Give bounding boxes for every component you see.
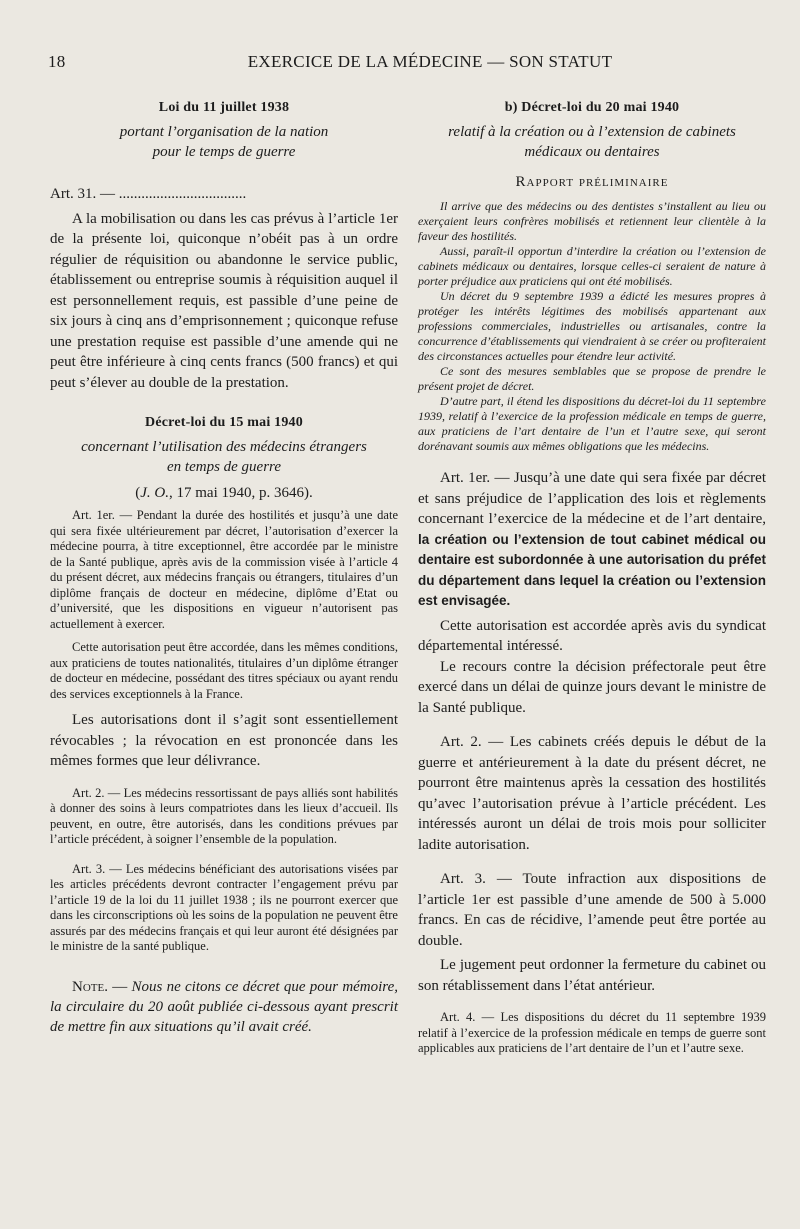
decret-15-mai-subtitle-1: concernant l’utilisation des médecins étrangers <box>81 439 367 455</box>
left-art1-text: Art. 1er. — Pendant la durée des hostilités et jusqu’à une date qui sera fixée ultérieurement par décret, l’autorisation d’exercer la médecine pourra, à titre exceptionnel, être accordée par le ministre de la Santé publique, après avis de la commission visée à l’article 4 du présent décret, aux médecins français ou étrangers, titulaires d’un diplôme français de docteur en médecine, diplôme d’Etat ou d’université, que les dispositions en vigueur n’autorisent pas actuellement à exercer. <box>50 508 398 631</box>
page-number: 18 <box>48 52 66 71</box>
rapport-para-5: D’autre part, il étend les dispositions du décret-loi du 11 septembre 1939, relatif à l’exercice de la profession médicale en temps de guerre, aux praticiens de l’art dentaire de l’un et l’autre sexe, qui seront dorénavant soumis aux mêmes obligations que les médecins. <box>418 394 766 453</box>
left-note <box>50 977 398 1037</box>
right-art1-para2: Cette autorisation est accordée après avis du syndicat départemental intéressé. <box>418 617 766 654</box>
right-art4-text: Art. 4. — Les dispositions du décret du 11 septembre 1939 relatif à l’exercice de la profession médicale en temps de guerre sont applicables aux praticiens de l’art dentaire de l’un et l’autre sexe. <box>418 1010 766 1055</box>
decret-15-mai-subtitle-2: en temps de guerre <box>167 459 281 475</box>
journal-abbrev: J. O. <box>140 485 169 501</box>
right-art3-text: Art. 3. — Toute infraction aux dispositions de l’article 1er est passible d’une amende de 500 à 5.000 francs. En cas de récidive, l’amende peut être portée au double. <box>418 871 766 949</box>
rapport-para-1: Il arrive que des médecins ou des dentistes s’installent au lieu ou exerçaient leurs confrères mobilisés et retiennent leur clientèle à la faveur des hostilités. <box>418 199 766 243</box>
right-column <box>418 100 766 1057</box>
art31-label: Art. 31. — .................................. <box>50 186 247 202</box>
decret-20-mai-subtitle-2: médicaux ou dentaires <box>524 144 660 160</box>
rapport-para-2: Aussi, paraît-il opportun d’interdire la création ou l’extension de cabinets médicaux ou dentaires, lorsque celles-ci seraient de nature à porter préjudice aux praticiens qui ont été mobilisés. <box>418 244 766 288</box>
rapport-para-3: Un décret du 9 septembre 1939 a édicté les mesures propres à protéger les intérêts légitimes des mobilisés appartenant aux professions commerciales, industrielles ou artisanales, contre la concurrence d’établissements qui viendraient à se créer ou profiteraient des circonstances actuelles pour étendre leur activité. <box>418 289 766 363</box>
decret-15-mai-title: Décret-loi du 15 mai 1940 <box>145 415 303 430</box>
running-title: EXERCICE DE LA MÉDECINE — SON STATUT <box>247 52 613 71</box>
left-art2-text: Art. 2. — Les médecins ressortissant de pays alliés sont habilités à donner des soins à leurs compatriotes dans les lieux d’accueil. Ils peuvent, en outre, être autorisés, dans les conditions prévues par l’article précédent, à soigner l’ensemble de la population. <box>50 785 398 846</box>
loi-subtitle-line-2: pour le temps de guerre <box>152 144 296 160</box>
loi-title: Loi du 11 juillet 1938 <box>158 100 290 115</box>
left-art3-text: Art. 3. — Les médecins bénéficiant des autorisations visées par les articles précédents devront contracter l’engagement prévu par l’article 19 de la loi du 11 juillet 1938 ; ils ne pourront exercer que dans les circonscriptions où les soins de la population ne peuvent être assurés par des médecins français et qui leur auront été désignées par le ministre de la santé publique. <box>50 861 398 953</box>
decret-20-mai-subtitle-1: relatif à la création ou à l’extension de cabinets <box>448 124 736 140</box>
left-art1-para2: Cette autorisation peut être accordée, dans les mêmes conditions, aux praticiens de toutes nationalités, titulaires d’un diplôme étranger de docteur en médecine, possédant des titres spéciaux ou ayant rendu des services exceptionnels à la France. <box>50 640 398 701</box>
loi-subtitle-line-1: portant l’organisation de la nation <box>119 124 329 140</box>
rapport-para-4: Ce sont des mesures semblables que se propose de prendre le présent projet de décret. <box>418 364 766 393</box>
art31-text: A la mobilisation ou dans les cas prévus à l’article 1er de la présente loi, quiconque n’obéit pas à un ordre régulier de réquisition ou abandonne le service public, établissement ou entreprise soumis à réquisition auquel il est personnellement requis, est passible d’une peine de six jours à cinq ans d’emprisonnement ; quiconque refuse une prestation requise est passible d’une amende qui ne peut être inférieure à cinq cents francs (500 francs) et qui peut s’élever au double de la prestation. <box>50 210 398 391</box>
right-art2-text: Art. 2. — Les cabinets créés depuis le début de la guerre et antérieurement à la date du présent décret, ne pourront être maintenus après la cessation des hostilités qu’avec l’autorisation prévue à l’article précédent. Les intéressés auront un délai de trois mois pour solliciter ladite autorisation. <box>418 734 766 853</box>
right-art3-para2: Le jugement peut ordonner la fermeture du cabinet ou son rétablissement dans l’état antérieur. <box>418 957 766 994</box>
right-art1-bold: la création ou l’extension de tout cabinet médical ou dentaire est subordonnée à une autorisation du préfet du département dans lequel la création ou l’extension est envisagée. <box>418 531 766 608</box>
right-art1-para3: Le recours contre la décision préfectorale peut être exercé dans un délai de quinze jours devant le ministre de la Santé publique. <box>418 658 766 716</box>
left-revocable-text: Les autorisations dont il s’agit sont essentiellement révocables ; la révocation en est prononcée dans les mêmes formes que leur délivrance. <box>50 712 398 769</box>
note-text: Nous ne citons ce décret que pour mémoire, la circulaire du 20 août publiée ci-dessous ayant prescrit de mettre fin aux situations qu’il avait créé. <box>50 978 398 1035</box>
right-art1-text: Art. 1er. — Jusqu’à une date qui sera fixée par décret et sans préjudice de l’application des lois et règlements concernant l’exercice de la médecine et de l’art dentaire, la création ou l’extension de tout cabinet médical ou dentaire est subordonnée à une autorisation du préfet du département dans lequel la création ou l’extension est envisagée. <box>418 470 766 608</box>
decret-20-mai-title: b) Décret-loi du 20 mai 1940 <box>504 100 680 115</box>
journal-reference: (J. O., 17 mai 1940, p. 3646). <box>135 485 313 501</box>
left-column <box>50 100 398 1037</box>
note-label: Note. — <box>72 978 132 995</box>
rapport-heading: Rapport préliminaire <box>515 174 669 190</box>
